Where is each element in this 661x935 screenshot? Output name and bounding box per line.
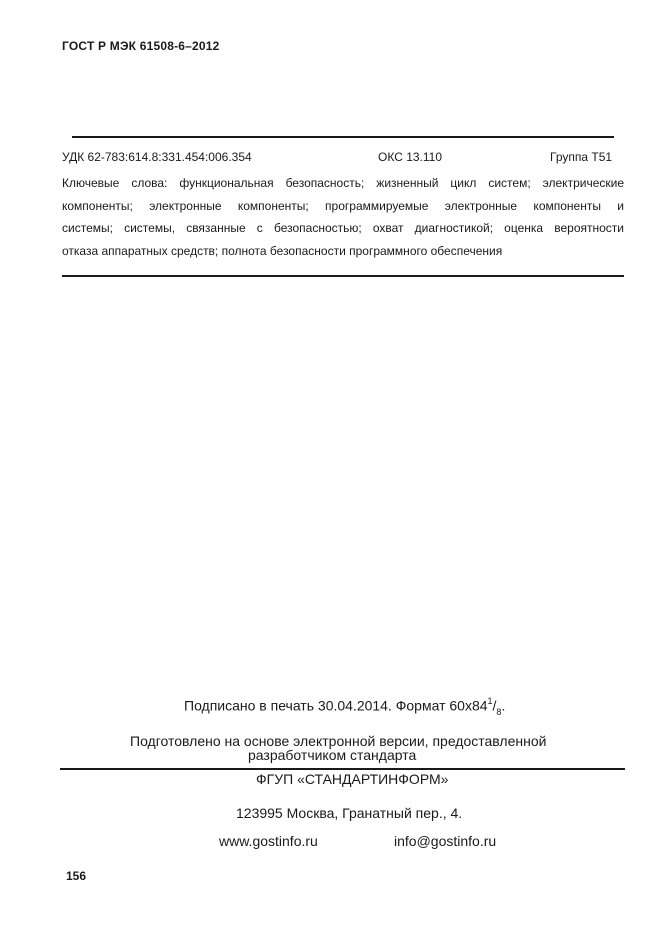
prepared-note [130,734,600,762]
website-link[interactable]: www.gostinfo.ru [219,833,318,849]
keywords-line: Ключевые слова: функциональная безопасность; жизненный цикл систем; электрические [62,176,624,190]
format-numerator: 1 [487,696,493,706]
middle-divider [62,275,624,277]
group-code: Группа Т51 [550,150,613,164]
format-end: . [501,697,506,714]
standard-code-header: ГОСТ Р МЭК 61508-6–2012 [62,39,220,53]
format-denominator: 8 [496,707,502,718]
oks-code: ОКС 13.110 [378,150,443,164]
email-link[interactable]: info@gostinfo.ru [394,833,497,849]
page-number: 156 [66,869,87,883]
bottom-divider [60,768,625,770]
signed-for-print: Подписано в печать 30.04.2014. Формат $60х84^1/_8$. [184,696,506,718]
udk-code: УДК 62-783:614.8:331.454:006.354 [62,150,252,164]
top-divider [72,136,614,138]
keywords-line: системы; системы, связанные с безопасностью; охват диагностикой; оценка вероятности [62,221,624,236]
keywords-line: отказа аппаратных средств; полнота безопасности программного обеспечения [62,244,503,259]
keywords-line: компоненты; электронные компоненты; программируемые электронные компоненты и [62,198,624,213]
publisher-name: ФГУП «СТАНДАРТИНФОРМ» [256,771,449,787]
publisher-address: 123995 Москва, Гранатный пер., 4. [236,805,463,821]
prepared-line-1: Подготовлено на основе электронной версии, предоставленной [130,733,547,749]
keywords-paragraph [62,172,624,263]
signed-text: Подписано в печать 30.04.2014. Формат 60х84 [184,697,488,714]
prepared-line-2: разработчиком стандарта [248,747,417,763]
